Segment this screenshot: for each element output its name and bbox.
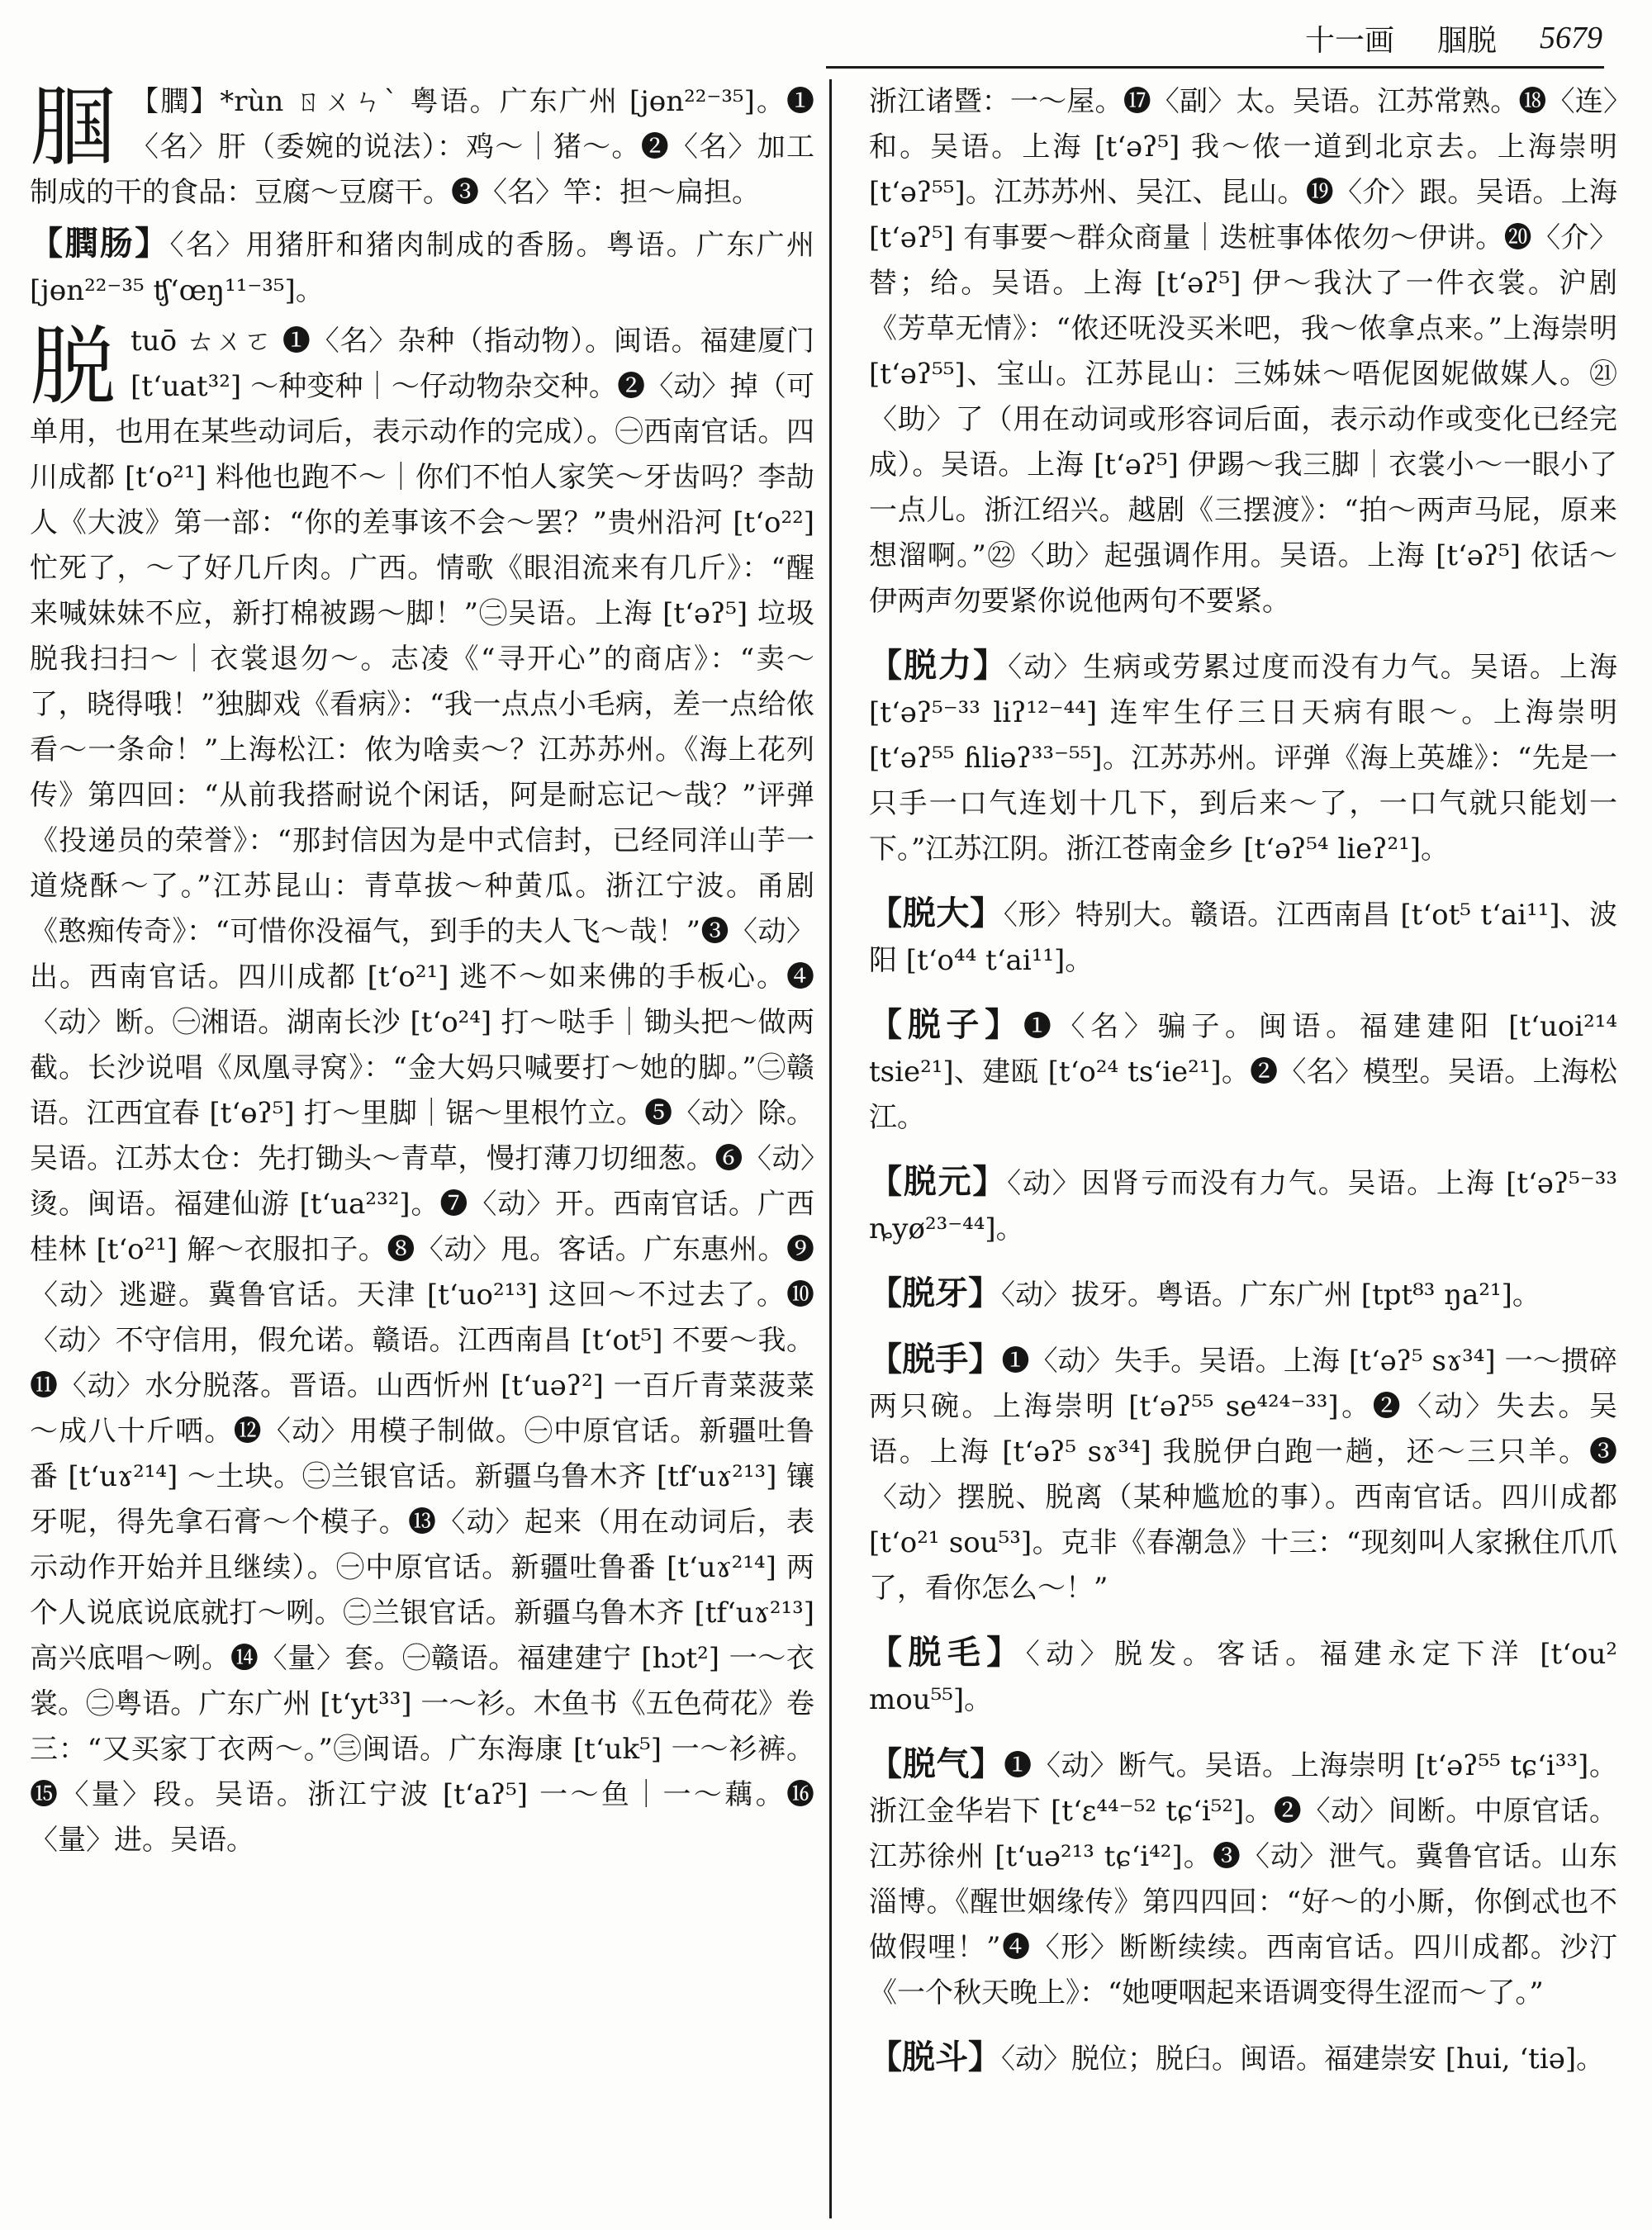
entry-text: ❶〈动〉失手。吴语。上海 [tʻəʔ⁵ sɤ³⁴] 一～掼碎两只碗。上海崇明 [tʻəʔ⁵⁵ se⁴²⁴⁻³³]。❷〈动〉失去。吴语。上海 [tʻəʔ⁵ sɤ³⁴] 我脱伊白跑一趟，还～三只羊。❸〈动〉摆脱、脱离（某种尴尬的事）。西南官话。四川成都 [tʻo²¹ sou⁵³]。克非《春潮急》十三：“现刻叫人家揪住爪爪了，看你怎么～！” bbox=[869, 1345, 1617, 1605]
entry-text: 〈动〉脱发。客话。福建永定下洋 [tʻou² mou⁵⁵]。 bbox=[869, 1638, 1617, 1716]
entry-text: 〈名〉用猪肝和猪肉制成的香肠。粤语。广东广州 [jɵn²²⁻³⁵ ʧʻœŋ¹¹⁻³⁵]。 bbox=[30, 229, 814, 307]
entry-tuoyuan bbox=[869, 1159, 1617, 1252]
entry-tuo-continued bbox=[869, 79, 1617, 624]
lemma: 【脱毛】 bbox=[869, 1633, 1026, 1672]
entry-text: ❶〈名〉骗子。闽语。福建建阳 [tʻuoi²¹⁴ tsie²¹]、建瓯 [tʻo²⁴ tsʻie²¹]。❷〈名〉模型。吴语。上海松江。 bbox=[869, 1010, 1617, 1134]
lemma: 【脱手】 bbox=[869, 1340, 1002, 1378]
entry-text: 〈动〉生病或劳累过度而没有力气。吴语。上海 [tʻəʔ⁵⁻³³ liʔ¹²⁻⁴⁴] 连牢生仔三日天病有眼～。上海崇明 [tʻəʔ⁵⁵ ɦliəʔ³³⁻⁵⁵]。江苏苏州。评弹《海上英雄》：“先是一只手一口气连划十几下，到后来～了，一口气就只能划一下。”江苏江阴。浙江苍南金乡 [tʻəʔ⁵⁴ lieʔ²¹]。 bbox=[869, 651, 1617, 866]
header-rule bbox=[826, 66, 1604, 69]
lemma: 【脱大】 bbox=[869, 894, 1004, 932]
lemma: 【脱牙】 bbox=[869, 1274, 1001, 1312]
entry-tuozi bbox=[869, 1002, 1617, 1141]
entry-text: 〈动〉因肾亏而没有力气。吴语。上海 [tʻəʔ⁵⁻³³ ȵyø²³⁻⁴⁴]。 bbox=[869, 1167, 1617, 1245]
entry-tuoshou bbox=[869, 1336, 1617, 1611]
lemma: 【脱子】 bbox=[869, 1005, 1023, 1044]
entry-tuodou bbox=[869, 2034, 1617, 2082]
entry-tuoya bbox=[869, 1270, 1617, 1318]
headword: 腘 bbox=[30, 79, 116, 178]
headword: 脱 bbox=[30, 316, 116, 417]
column-divider bbox=[829, 79, 832, 2218]
entry-tuoqi bbox=[869, 1741, 1617, 2016]
running-header bbox=[1222, 12, 1602, 64]
page-number: 5679 bbox=[1540, 21, 1602, 55]
lemma: 【脱元】 bbox=[869, 1162, 1008, 1201]
entry-tuoda bbox=[869, 890, 1617, 984]
section-label: 十一画 bbox=[1304, 23, 1394, 58]
entry-tuomao bbox=[869, 1630, 1617, 1723]
entry-text: 浙江诸暨：一～屋。⓱〈副〉太。吴语。江苏常熟。⓲〈连〉和。吴语。上海 [tʻəʔ⁵] 我～侬一道到北京去。上海崇明 [tʻəʔ⁵⁵]。江苏苏州、吴江、昆山。⓳〈介〉跟。吴语。上海 [tʻəʔ⁵] 有事要～群众商量｜迭桩事体侬勿～伊讲。⓴〈介〉替；给。吴语。上海 [tʻəʔ⁵] 伊～我汏了一件衣裳。沪剧《芳草无情》：“侬还呒没买米吧，我～侬拿点来。”上海崇明 [tʻəʔ⁵⁵]、宝山。江苏昆山：三姊妹～唔伲囡妮做媒人。㉑〈助〉了（用在动词或形容词后面，表示动作或变化已经完成）。吴语。上海 [tʻəʔ⁵] 伊踢～我三脚｜衣裳小～一眼小了一点儿。浙江绍兴。越剧《三摆渡》：“拍～两声马屁，原来想溜啊。”㉒〈助〉起强调作用。吴语。上海 [tʻəʔ⁵] 依话～伊两声勿要紧你说他两句不要紧。 bbox=[869, 85, 1617, 618]
entry-tuoli bbox=[869, 643, 1617, 872]
entry-text: 【膶】*rùn ㄖㄨㄣˋ 粤语。广东广州 [jɵn²²⁻³⁵]。❶〈名〉肝（委婉的说法）：鸡～｜猪～。❷〈名〉加工制成的干的食品：豆腐～豆腐干。❸〈名〉竿：担～扁担。 bbox=[30, 85, 814, 209]
entry-text: 〈动〉拔牙。粤语。广东广州 [tpt⁸³ ŋa²¹]。 bbox=[1001, 1279, 1540, 1312]
entry-text: tuō ㄊㄨㄛ ❶〈名〉杂种（指动物）。闽语。福建厦门 [tʻuat³²] ～种变种｜～仔动物杂交种。❷〈动〉掉（可单用，也用在某些动词后，表示动作的完成）。㊀西南官话。四川成都 [tʻo²¹] 料他也跑不～｜你们不怕人家笑～牙齿吗？李劼人《大波》第一部：“你的差事该不会～罢？”贵州沿河 [tʻo²²] 忙死了，～了好几斤肉。广西。情歌《眼泪流来有几斤》：“醒来喊妹妹不应，新打棉被踢～脚！”㊁吴语。上海 [tʻəʔ⁵] 垃圾脱我扫扫～｜衣裳退勿～。志凌《“寻开心”的商店》：“卖～了，晓得哦！”独脚戏《看病》：“我一点点小毛病，差一点给侬看～一条命！”上海松江：侬为啥卖～？江苏苏州。《海上花列传》第四回：“从前我搭耐说个闲话，阿是耐忘记～哉？”评弹《投递员的荣誉》：“那封信因为是中式信封，已经同洋山芋一道烧酥～了。”江苏昆山：青草拔～种黄瓜。浙江宁波。甬剧《憨痴传奇》：“可惜你没福气，到手的夫人飞～哉！”❸〈动〉出。西南官话。四川成都 [tʻo²¹] 逃不～如来佛的手板心。❹〈动〉断。㊀湘语。湖南长沙 [tʻo²⁴] 打～哒手｜锄头把～做两截。长沙说唱《凤凰寻窝》：“金大妈只喊要打～她的脚。”㊁赣语。江西宜春 [tʻɵʔ⁵] 打～里脚｜锯～里根竹立。❺〈动〉除。吴语。江苏太仓：先打锄头～青草，慢打薄刀切细葱。❻〈动〉烫。闽语。福建仙游 [tʻua²³²]。❼〈动〉开。西南官话。广西桂林 [tʻo²¹] 解～衣服扣子。❽〈动〉甩。客话。广东惠州。❾〈动〉逃避。冀鲁官话。天津 [tʻuo²¹³] 这回～不过去了。❿〈动〉不守信用，假允诺。赣语。江西南昌 [tʻot⁵] 不要～我。⓫〈动〉水分脱落。晋语。山西忻州 [tʻuəʔ²] 一百斤青菜菠菜～成八十斤哂。⓬〈动〉用模子制做。㊀中原官话。新疆吐鲁番 [tʻuɤ²¹⁴] ～土块。㊁兰银官话。新疆乌鲁木齐 [tfʻuɤ²¹³] 镶牙呢，得先拿石膏～个模子。⓭〈动〉起来（用在动词后，表示动作开始并且继续）。㊀中原官话。新疆吐鲁番 [tʻuɤ²¹⁴] 两个人说底说底就打～咧。㊁兰银官话。新疆乌鲁木齐 [tfʻuɤ²¹³] 高兴底唱～咧。⓮〈量〉套。㊀赣语。福建建宁 [hɔt²] 一～衣裳。㊁粤语。广东广州 [tʻyt³³] 一～衫。木鱼书《五色荷花》卷三：“又买家丁衣两～。”㊂闽语。广东海康 [tʻuk⁵] 一～衫裤。⓯〈量〉段。吴语。浙江宁波 [tʻaʔ⁵] 一～鱼｜一～藕。⓰〈量〉进。吴语。 bbox=[30, 325, 814, 1857]
lemma: 【脱斗】 bbox=[869, 2038, 1001, 2076]
entry-run bbox=[30, 79, 814, 216]
left-column bbox=[30, 79, 814, 2218]
entry-tuo bbox=[30, 316, 814, 1863]
header-chars: 腘脱 bbox=[1436, 23, 1497, 58]
lemma: 【脱气】 bbox=[869, 1744, 1004, 1783]
lemma: 【膶肠】 bbox=[30, 224, 170, 263]
right-column bbox=[869, 79, 1617, 2218]
entry-text: 〈形〉特别大。赣语。江西南昌 [tʻot⁵ tʻai¹¹]、波阳 [tʻo⁴⁴ tʻai¹¹]。 bbox=[869, 899, 1617, 977]
entry-text: ❶〈动〉断气。吴语。上海崇明 [tʻəʔ⁵⁵ tɕʻi³³]。浙江金华岩下 [tʻɛ⁴⁴⁻⁵² tɕʻi⁵²]。❷〈动〉间断。中原官话。江苏徐州 [tʻuə²¹³ tɕʻi⁴²]。❸〈动〉泄气。冀鲁官话。山东淄博。《醒世姻缘传》第四四回：“好～的小厮，你倒忒也不做假哩！”❹〈形〉断断续续。西南官话。四川成都。沙汀《一个秋天晚上》：“她哽咽起来语调变得生涩而～了。” bbox=[869, 1749, 1617, 2009]
lemma: 【脱力】 bbox=[869, 646, 1009, 685]
entry-run-chang bbox=[30, 221, 814, 314]
entry-text: 〈动〉脱位；脱臼。闽语。福建崇安 [hui, ʻtiə]。 bbox=[1001, 2043, 1605, 2076]
